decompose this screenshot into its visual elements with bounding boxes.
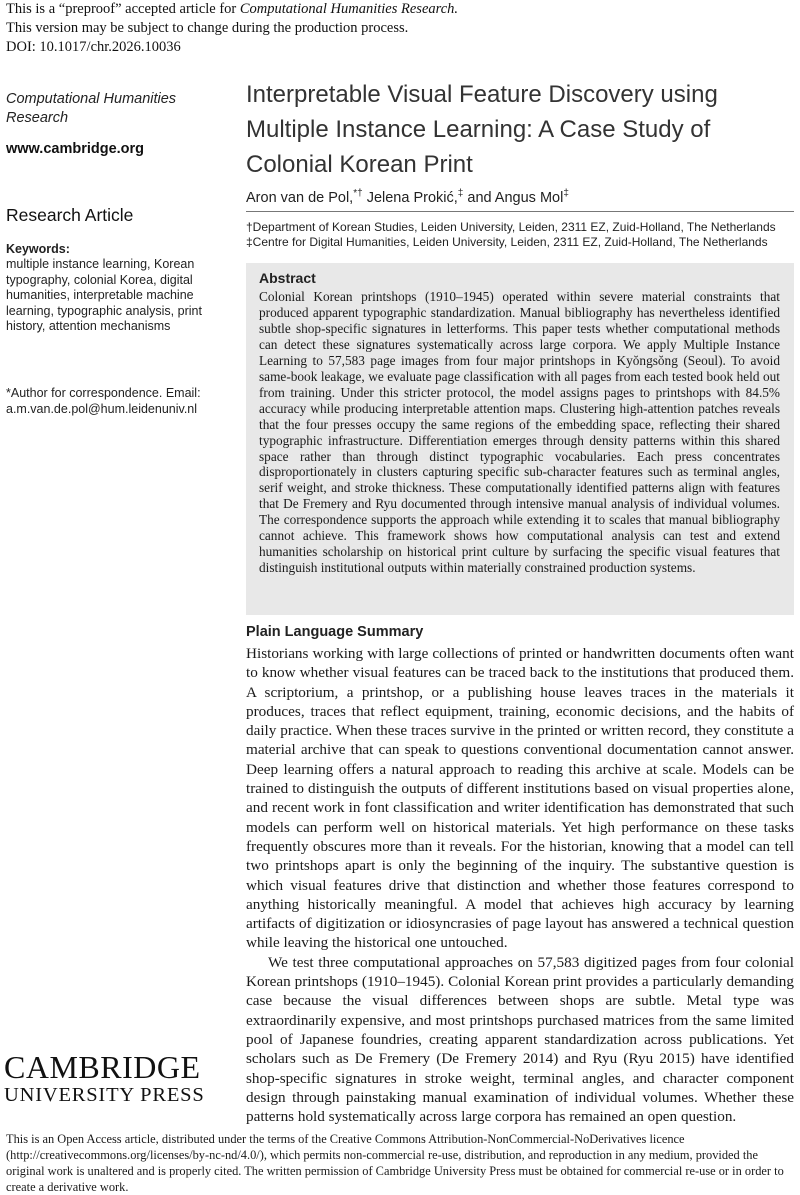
- doi-line[interactable]: DOI: 10.1017/chr.2026.10036: [6, 39, 181, 55]
- article-type: Research Article: [6, 205, 134, 225]
- preproof-journal-name: Computational Humanities Research.: [239, 1, 459, 17]
- author-marks: *†: [353, 188, 363, 199]
- plain-language-summary-heading: Plain Language Summary: [246, 624, 424, 640]
- author-list: [246, 188, 569, 206]
- correspondence-note: [6, 386, 231, 417]
- author-marks: ‡: [457, 188, 464, 199]
- abstract-text: Colonial Korean printshops (1910–1945) operated within severe material constraints that produced apparent typographic standardization. Manual bibliography has nevertheless identified subtle shop-specific signatures in letterforms. This paper tests whether computational methods can detect these signatures systematically across large corpora. We apply Multiple Instance Learning to 57,583 page images from four major printshops in Kyŏngsŏng (Seoul). To avoid same-book leakage, we evaluate page classification with all pages from each tested book held out from training. Under this stricter protocol, the model assigns pages to printshops with 84.5% accuracy while producing interpretable attention maps. Clustering high-attention patches reveals that the four presses occupy the same regions of the embedding space, reflecting their shared typographic infrastructure. Differentiation emerges through density patterns within this shared space rather than through distinct typographic vocabularies. Each press concentrates disproportionately in clusters capturing specific sub-character features such as terminal angles, serif weight, and stroke thickness. These computationally identified patterns align with features that De Fremery and Ryu documented through intensive manual analysis of individual volumes. The correspondence supports the approach while extending it to scales that manual bibliography cannot achieve. This framework shows how computational analysis can test and extend humanities scholarship on historical print culture by surfacing the specific visual features that distinguish institutional outputs within materially constrained production systems.: [259, 289, 780, 576]
- affiliation-2: ‡Centre for Digital Humanities, Leiden University, Leiden, 2311 EZ, Zuid-Holland, The Netherlands: [246, 235, 768, 249]
- abstract-heading: Abstract: [259, 270, 316, 286]
- correspondence-line: *Author for correspondence. Email:: [6, 386, 201, 400]
- author-name: Aron van de Pol,: [246, 189, 354, 206]
- cambridge-logo: [4, 1050, 236, 1106]
- logo-main-text: CAMBRIDGE: [4, 1049, 201, 1085]
- author-name: Jelena Prokić,: [366, 189, 458, 206]
- preproof-notice: [6, 0, 458, 57]
- article-title: Interpretable Visual Feature Discovery using Multiple Instance Learning: A Case Study of Colonial Korean Print: [246, 81, 718, 178]
- body-paragraph: We test three computational approaches on 57,583 digitized pages from four colonial Korean printshops (1910–1945). Colonial Korean print provides a particularly demanding case because the visual differences between shops are subtle. Metal type was extraordinarily expensive, and most printshops purchased matrices from the same limited pool of Japanese foundries, creating apparent standardization across publications. Yet scholars such as De Fremery (De Fremery 2014) and Ryu (Ryu 2015) have identified shop-specific signatures in stroke weight, terminal angles, and character component design through painstaking manual examination of individual volumes. Whether these patterns hold systematically across large corpora has remained an open question.: [246, 953, 794, 1126]
- license-footer: This is an Open Access article, distributed under the terms of the Creative Commons Attribution-NonCommercial-NoDerivatives licence (http://creativecommons.org/licenses/by-nc-nd/4.0/), which permits non-commercial re-use, distribution, and reproduction in any medium, provided the original work is unaltered and is properly cited. The written permission of Cambridge University Press must be obtained for commercial re-use or in order to create a derivative work.: [6, 1132, 784, 1194]
- journal-name: Computational Humanities Research: [6, 91, 177, 126]
- correspondence-email[interactable]: a.m.van.de.pol@hum.leidenuniv.nl: [6, 401, 198, 416]
- author-marks: ‡: [563, 188, 569, 199]
- keywords-list: multiple instance learning, Korean typography, colonial Korea, digital humanities, interpretable machine learning, typographic analysis, print history, attention mechanisms: [6, 257, 202, 333]
- title-divider: [246, 211, 794, 212]
- body-text: [246, 644, 794, 1126]
- body-paragraph: Historians working with large collections of printed or handwritten documents often want to know whether visual features can be traced back to the institutions that produced them. A scriptorium, a printshop, or a publishing house leaves traces in the materials it produces, traces that reflect equipment, training, economic decisions, and the habits of daily practice. When these traces survive in the printed or written record, they constitute a material archive that can speak to questions conventional documentation cannot answer. Deep learning offers a natural approach to reading this archive at scale. Models can be trained to distinguish the outputs of different institutions based on visual properties alone, and recent work in font classification and writer identification has demonstrated that such models can perform well on historical materials. Yet high performance on these tasks frequently obscures more than it reveals. For the historian, knowing that a model can tell two printshops apart is only the beginning of the inquiry. The substantive question is which visual features drive that distinction and whether those features correspond to anything historically meaningful. A model that achieves high accuracy by learning artifacts of digitization or idiosyncrasies of page layout has answered a technical question while leaving the historical one untouched.: [246, 645, 794, 952]
- preproof-line-1: This is a “preproof” accepted article for Computational Humanities Research.: [6, 1, 459, 17]
- author-name: and Angus Mol: [467, 189, 564, 206]
- keywords-label: Keywords:: [6, 242, 70, 256]
- abstract-box: [246, 263, 794, 615]
- logo-sub-text: UNIVERSITY PRESS: [4, 1084, 205, 1106]
- affiliation-1: †Department of Korean Studies, Leiden University, Leiden, 2311 EZ, Zuid-Holland, The Netherlands: [246, 220, 776, 234]
- preproof-line-2: This version may be subject to change during the production process.: [6, 20, 409, 36]
- website-link[interactable]: www.cambridge.org: [6, 141, 145, 157]
